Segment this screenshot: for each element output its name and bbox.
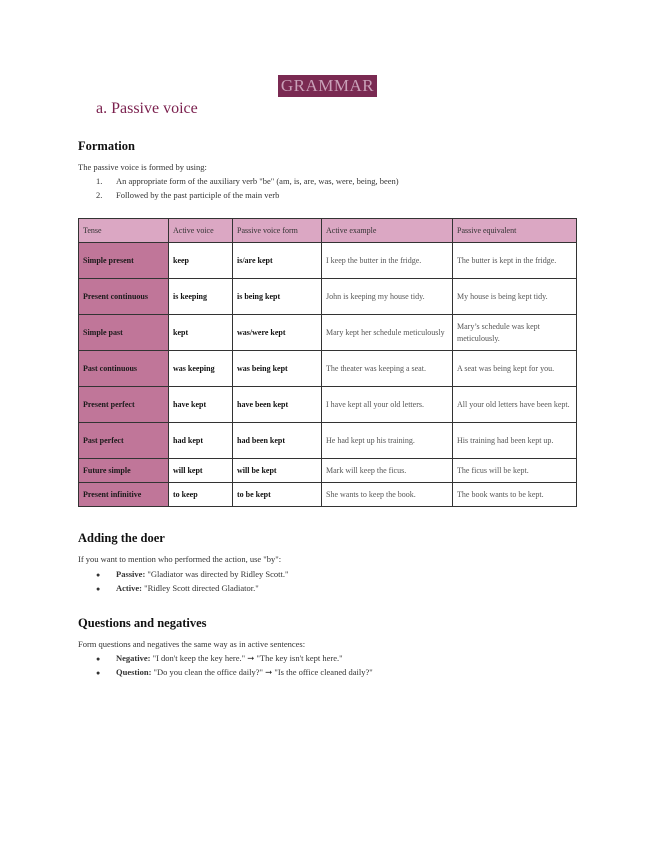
tense-cell: Present perfect — [79, 387, 169, 423]
list-item-text: "Gladiator was directed by Ridley Scott." — [145, 569, 289, 579]
list-item-label: Negative: — [116, 653, 151, 663]
active-voice-cell: had kept — [169, 423, 233, 459]
passive-equivalent-cell: His training had been kept up. — [453, 423, 577, 459]
table-row — [79, 423, 577, 459]
section-heading: a. Passive voice — [96, 100, 198, 117]
table-row — [79, 243, 577, 279]
tense-cell: Future simple — [79, 459, 169, 483]
active-example-cell: He had kept up his training. — [322, 423, 453, 459]
bullet-icon: ● — [96, 585, 101, 593]
passive-equivalent-cell: The butter is kept in the fridge. — [453, 243, 577, 279]
passive-equivalent-cell: All your old letters have been kept. — [453, 387, 577, 423]
table-row — [79, 315, 577, 351]
passive-form-cell: had been kept — [233, 423, 322, 459]
header-tense: Tense — [79, 219, 169, 243]
list-item-text: Followed by the past participle of the main verb — [116, 190, 280, 200]
header-active-voice: Active voice — [169, 219, 233, 243]
tense-cell: Simple present — [79, 243, 169, 279]
table-row — [79, 459, 577, 483]
questions-intro: Form questions and negatives the same way as in active sentences: — [78, 639, 306, 649]
list-item-text: "Do you clean the office daily?" ➞ "Is the office cleaned daily?" — [151, 667, 373, 677]
tense-cell: Past continuous — [79, 351, 169, 387]
active-example-cell: I keep the butter in the fridge. — [322, 243, 453, 279]
active-voice-cell: to keep — [169, 483, 233, 507]
questions-list — [96, 651, 373, 679]
passive-equivalent-cell: A seat was being kept for you. — [453, 351, 577, 387]
active-example-cell: John is keeping my house tidy. — [322, 279, 453, 315]
passive-form-cell: is being kept — [233, 279, 322, 315]
tense-cell: Present infinitive — [79, 483, 169, 507]
active-voice-cell: was keeping — [169, 351, 233, 387]
list-item — [96, 567, 288, 581]
active-example-cell: I have kept all your old letters. — [322, 387, 453, 423]
bullet-icon: ● — [96, 669, 101, 677]
table-row — [79, 351, 577, 387]
doer-intro: If you want to mention who performed the action, use "by": — [78, 554, 282, 564]
list-item-label: Question: — [116, 667, 152, 677]
bullet-icon: ● — [96, 571, 101, 579]
passive-form-cell: was being kept — [233, 351, 322, 387]
table-row — [79, 483, 577, 507]
header-passive-form: Passive voice form — [233, 219, 322, 243]
list-item — [96, 651, 373, 665]
passive-equivalent-cell: The ficus will be kept. — [453, 459, 577, 483]
active-voice-cell: kept — [169, 315, 233, 351]
passive-form-cell: to be kept — [233, 483, 322, 507]
passive-form-cell: have been kept — [233, 387, 322, 423]
header-passive-equivalent: Passive equivalent — [453, 219, 577, 243]
active-example-cell: Mary kept her schedule meticulously — [322, 315, 453, 351]
list-item-label: Passive: — [116, 569, 146, 579]
active-example-cell: The theater was keeping a seat. — [322, 351, 453, 387]
active-voice-cell: have kept — [169, 387, 233, 423]
passive-form-cell: is/are kept — [233, 243, 322, 279]
page-title-text: GRAMMAR — [278, 75, 377, 97]
formation-list — [96, 174, 399, 202]
list-item — [96, 665, 373, 679]
doer-list — [96, 567, 288, 595]
header-active-example: Active example — [322, 219, 453, 243]
list-number: 1. — [96, 176, 103, 186]
formation-heading: Formation — [78, 139, 135, 153]
passive-form-cell: was/were kept — [233, 315, 322, 351]
list-item-text: "Ridley Scott directed Gladiator." — [141, 583, 259, 593]
active-example-cell: Mark will keep the ficus. — [322, 459, 453, 483]
table-row — [79, 279, 577, 315]
active-voice-cell: will kept — [169, 459, 233, 483]
tense-cell: Simple past — [79, 315, 169, 351]
table-header-row — [79, 219, 577, 243]
passive-equivalent-cell: The book wants to be kept. — [453, 483, 577, 507]
list-number: 2. — [96, 190, 103, 200]
questions-heading: Questions and negatives — [78, 616, 207, 630]
list-item — [96, 581, 288, 595]
table-row — [79, 387, 577, 423]
tense-cell: Past perfect — [79, 423, 169, 459]
active-example-cell: She wants to keep the book. — [322, 483, 453, 507]
active-voice-cell: keep — [169, 243, 233, 279]
doer-heading: Adding the doer — [78, 531, 165, 545]
list-item-text: "I don't keep the key here." ➞ "The key isn't kept here." — [150, 653, 343, 663]
tense-table — [78, 218, 577, 507]
list-item — [96, 174, 399, 188]
tense-cell: Present continuous — [79, 279, 169, 315]
bullet-icon: ● — [96, 655, 101, 663]
active-voice-cell: is keeping — [169, 279, 233, 315]
list-item — [96, 188, 399, 202]
passive-equivalent-cell: Mary’s schedule was kept meticulously. — [453, 315, 577, 351]
passive-equivalent-cell: My house is being kept tidy. — [453, 279, 577, 315]
passive-form-cell: will be kept — [233, 459, 322, 483]
list-item-text: An appropriate form of the auxiliary verb "be" (am, is, are, was, were, being, been) — [116, 176, 399, 186]
formation-intro: The passive voice is formed by using: — [78, 162, 207, 172]
page-title — [0, 75, 655, 97]
list-item-label: Active: — [116, 583, 142, 593]
